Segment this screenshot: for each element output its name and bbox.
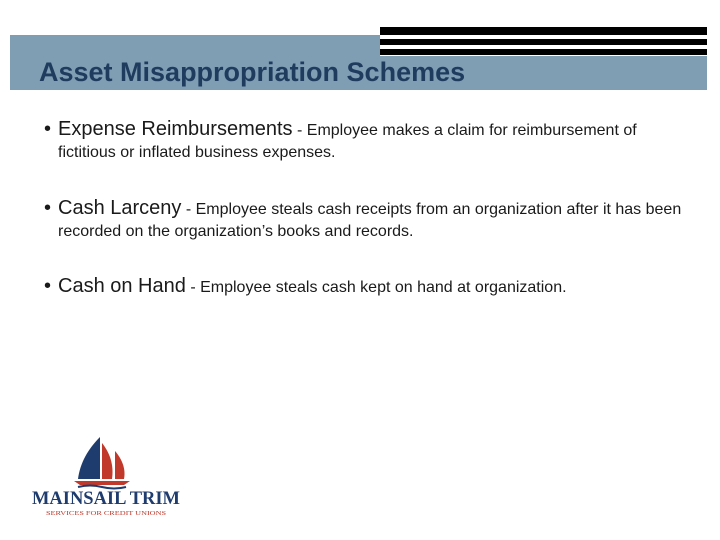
svg-text:SERVICES FOR CREDIT UNIONS: SERVICES FOR CREDIT UNIONS	[46, 510, 167, 517]
bullet-separator: -	[185, 279, 201, 296]
bullet-dot: •	[44, 197, 52, 219]
sailboat-icon	[30, 435, 182, 520]
bullet-description: Employee steals cash receipts from an organization after it has been recorded on the organization’s books and records.	[58, 201, 682, 240]
mainsail-trim-logo	[30, 435, 182, 520]
svg-text:MAINSAIL TRIM: MAINSAIL TRIM	[32, 488, 181, 509]
bullet-separator: -	[292, 122, 307, 139]
bullet-description: Employee makes a claim for reimbursement of fictitious or inflated business expenses.	[58, 122, 637, 161]
bullet-term: Cash on Hand	[58, 275, 186, 297]
decorative-stripes	[380, 27, 707, 56]
bullet-separator: -	[181, 201, 196, 218]
bullet-description: Employee steals cash kept on hand at organization.	[200, 279, 567, 296]
bullet-item	[44, 275, 567, 299]
bullet-item	[44, 118, 694, 164]
stripe	[380, 39, 707, 45]
bullet-item	[44, 197, 694, 243]
stripe	[380, 27, 707, 35]
stripe	[380, 49, 707, 55]
bullet-dot: •	[44, 118, 52, 140]
bullet-dot: •	[44, 275, 52, 297]
bullet-term: Expense Reimbursements	[58, 118, 293, 140]
slide-title: Asset Misappropriation Schemes	[39, 57, 466, 87]
bullet-term: Cash Larceny	[58, 197, 182, 219]
